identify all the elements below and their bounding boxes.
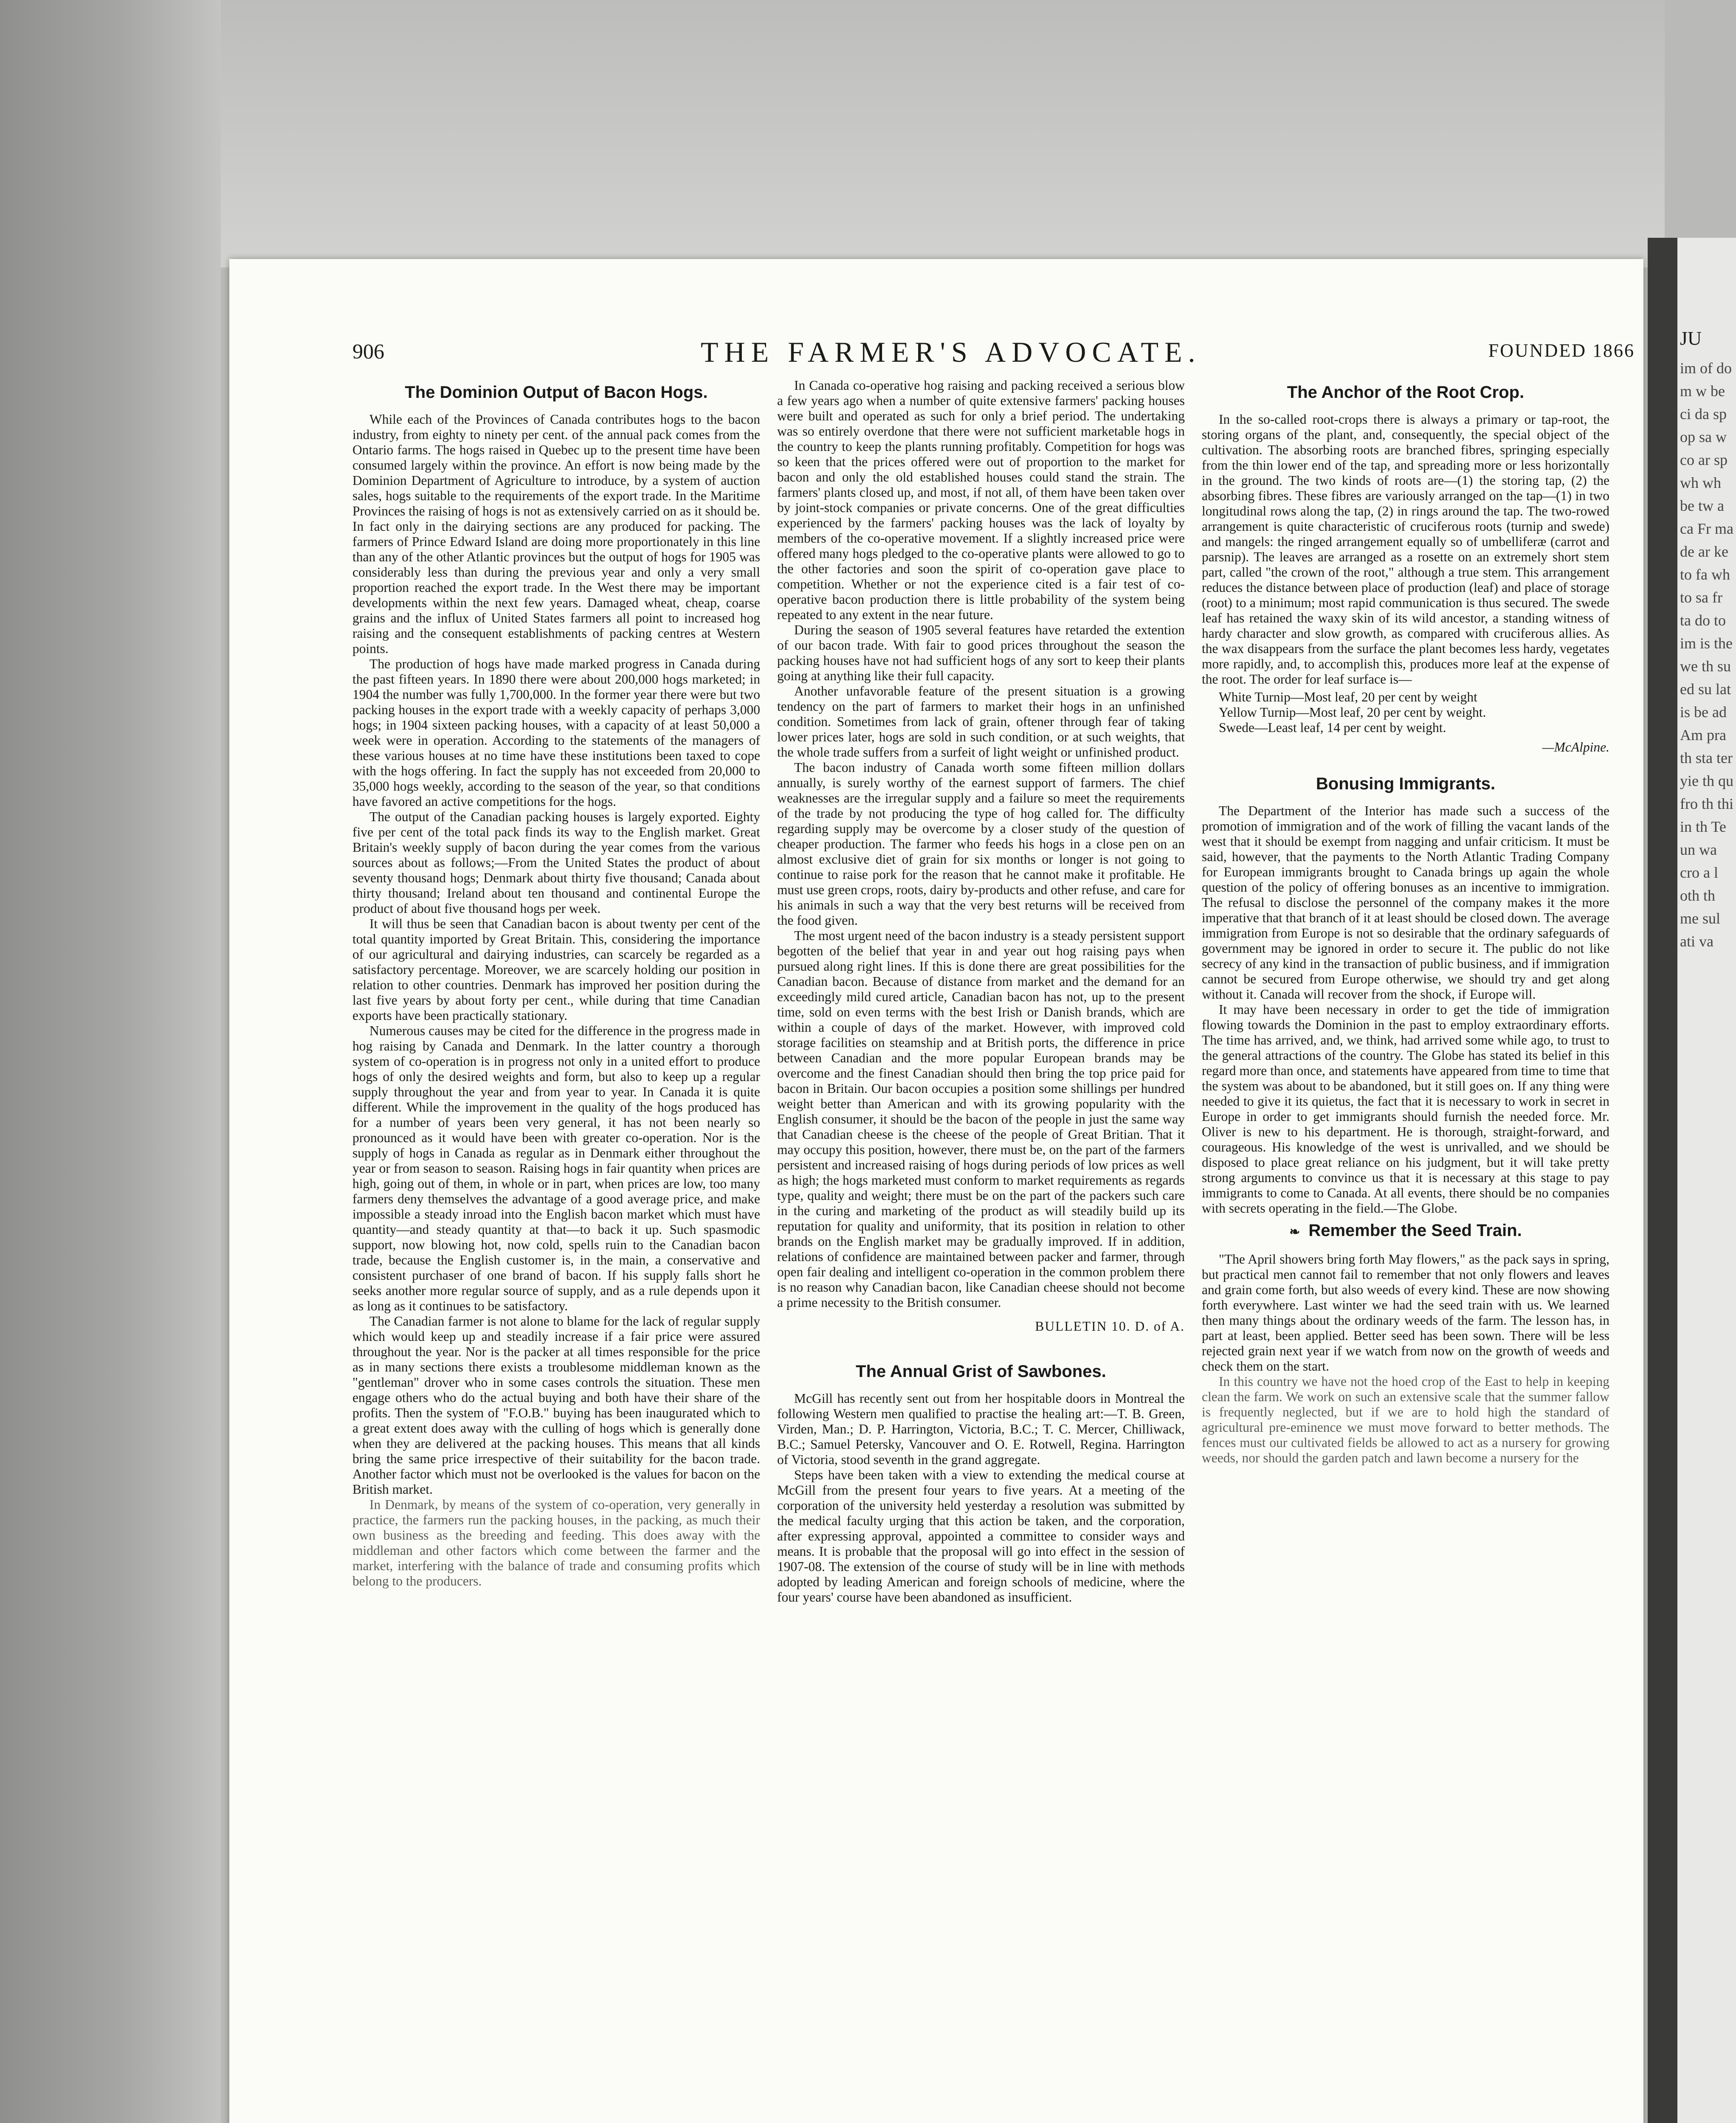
bacon-paragraph: Numerous causes may be cited for the difference in the progress made in hog raising by Canada and Denmark. In the latter country a thorough system of co-operation is in progress not only in a united effort to produce hogs of only the desired weights and form, but also to keep up a regular supply throughout the year and from year to year. In Canada it is quite different. While the improvement in the quality of the hogs produced has for a number of years been very general, it has not been nearly so pronounced as it would have been with greater co-operation. Nor is the supply of hogs in Canada as regular as in Denmark either throughout the year or from season to season. Raising hogs in fair quantity when prices are high, going out of them, in whole or in part, when prices are low, too many farmers deny themselves the advantage of a good average price, and make impossible a steady inroad into the English bacon market which must have quantity—and steady quantity at that—to back it up. Such spasmodic support, now blowing hot, now cold, spells ruin to the Canadian bacon trade, because the English customer is, in the main, a conservative and consistent purchaser of one brand of bacon. If his supply falls short he seeks another more regular source of supply, and as a rule depends upon it as long as it continues to be satisfactory. — [352, 1023, 760, 1313]
leaf-surface-item: Swede—Least leaf, 14 per cent by weight. — [1219, 720, 1446, 735]
running-head — [352, 335, 1635, 369]
newspaper-page — [229, 259, 1643, 2123]
scan-left-border — [0, 0, 221, 2123]
sawbones-paragraph: Steps have been taken with a view to extending the medical course at McGill from the present four years to five years. At a meeting of the corporation of the university held yesterday a resolution was submitted by the medical faculty urging that this action be taken, and the corporation, after expressing approval, appointed a committee to consider ways and means. It is probable that the proposal will go into effect in the session of 1907-08. The extension of the course of study will be in line with methods adopted by leading American and foreign schools of medicine, where the four years' course have been abandoned as insufficient. — [777, 1467, 1185, 1605]
article-title-seed-train: Remember the Seed Train. — [1308, 1221, 1522, 1240]
page-number: 906 — [352, 339, 384, 363]
article-title-immigrants: Bonusing Immigrants. — [1316, 774, 1496, 793]
fleuron-icon: ❧ — [1289, 1225, 1300, 1239]
article-title-root-crop: The Anchor of the Root Crop. — [1287, 383, 1525, 402]
column-middle — [777, 378, 1185, 2123]
bacon-paragraph: While each of the Provinces of Canada contributes hogs to the bacon industry, from eighty to ninety per cent. of the annual pack comes from the Ontario farms. The hogs raised in Quebec up to the present time have been consumed largely within the province. An effort is now being made by the Dominion Department of Agriculture to introduce, by a system of auction sales, hogs suitable to the requirements of the export trade. In the Maritime Provinces the raising of hogs is not as extensively carried on as it should be. In fact only in the dairying sections are any produced for packing. The farmers of Prince Edward Island are doing more proportionately in this line than any of the other Atlantic provinces but the output of hogs for 1905 was considerably less than during the previous year and only a very small proportion reached the export trade. In the West there may be important developments within the next few years. Damaged wheat, cheap, coarse grains and the influx of United States farmers all point to increased hog raising and the consequent establishments of packing centres at Western points. — [352, 412, 760, 656]
immigrants-paragraph: The Department of the Interior has made such a success of the promotion of immigration and of the work of filling the vacant lands of the west that it should be exempt from nagging and unfair criticism. It must be said, however, that the payments to the North Atlantic Trading Company for European immigrants brought to Canada brings up again the whole question of the policy of offering bonuses as an incentive to immigration. The refusal to disclose the personnel of the company makes it the more imperative that that branch of it at least should be closed down. The average immigration from Europe is not so desirable that the ordinary safeguards of government may be ignored in order to secure it. The public do not like secrecy of any kind in the transaction of public business, and if immigration cannot be secured from Europe otherwise, we should try and get along without it. Canada will recover from the shock, if Europe will. — [1202, 803, 1609, 1002]
bacon-paragraph: The Canadian farmer is not alone to blame for the lack of regular supply which would keep up and steadily increase if a fair price were assured throughout the year. Nor is the packer at all times responsible for the price as in many sections there exists a troublesome middleman known as the "gentleman" drover who in some cases controls the situation. These men engage others who do the actual buying and both have their share of the profits. Then the system of "F.O.B." buying has been inaugurated which to a great extent does away with the culling of hogs which is generally done when they are delivered at the packing houses. This means that all kinds bring the same price irrespective of their suitability for the bacon trade. Another factor which must not be overlooked is the values for bacon on the British market. — [352, 1314, 760, 1497]
scan-top-border — [221, 0, 1665, 267]
bacon-continued-paragraph: In Canada co-operative hog raising and packing received a serious blow a few years ago when a number of quite extensive farmers' packing houses were built and operated as such for only a brief period. The undertaking was so entirely overdone that there were not sufficient marketable hogs in the country to keep the plants running profitably. Competition for hogs was so keen that the prices offered were out of proportion to the market for bacon and only the old established houses could stand the strain. The farmers' plants closed up, and most, if not all, of them have been taken over by joint-stock companies or private concerns. One of the great difficulties experienced by the farmers' packing houses was the lack of loyalty by members of the co-operative movement. If a slightly increased price were offered many hogs pledged to the co-operative plants were allowed to go to the other factories and soon the spirit of co-operation gave place to competition. Whether or not the experience cited is a fair test of co-operative bacon production there is little probability of the system being repeated to any extent in the near future. — [777, 378, 1185, 622]
leaf-surface-item: White Turnip—Most leaf, 20 per cent by weight — [1219, 690, 1477, 704]
leaf-surface-list — [1202, 690, 1609, 735]
adjacent-page-running-head: JU — [1680, 327, 1702, 349]
founded-line: FOUNDED 1866 — [1488, 340, 1635, 361]
bacon-continued-paragraph: During the season of 1905 several features have retarded the extention of our bacon trade. With fair to good prices throughout the season the packing houses have not had sufficient hogs of any sort to keep their plants going at anything like their full capacity. — [777, 622, 1185, 683]
bacon-paragraph: The production of hogs have made marked progress in Canada during the past fifteen years. In 1890 there were about 200,000 hogs marketed; in 1904 the number was fully 1,700,000. In the former year there were but two packing houses in the export trade with a weekly capacity of perhaps 3,000 hogs; in 1904 sixteen packing houses, with a capacity of at least 50,000 a week were in operation. According to the statements of the managers of these various houses at no time have these institutions been taxed to cope with the hogs offering. In fact the supply has not exceeded from 20,000 to 35,000 hogs weekly, according to the season of the year, so that conditions have favored an active competitions for the hogs. — [352, 656, 760, 809]
bacon-continued-paragraph: The most urgent need of the bacon industry is a steady persistent support begotten of the belief that year in and year out hog raising pays when pursued along right lines. If this is done there are great possibilities for the Canadian bacon. Because of distance from market and the demand for an exceedingly mild cured article, Canadian bacon has not, up to the present time, sold on even terms with the best Irish or Danish brands, which are within a couple of days of the market. However, with improved cold storage facilities on steamship and at British ports, the difference in price between Canadian and the more popular European brands may be overcome and the finest Canadian should then bring the top price paid for bacon in Britain. Our bacon occupies a position some shillings per hundred weight better than American and with its growing popularity with the English consumer, it should be the bacon of the people in just the same way that Canadian cheese is the cheese of the people of Great Britian. That it may occupy this position, however, there must be, on the part of the farmers persistent and increased raising of hogs during periods of low prices as well as high; the hogs marketed must conform to market requirements as regards type, quality and weight; there must be on the part of the packers such care in the curing and marketing of the product as will steadily build up its reputation for quality and uniformity, that its position in relation to other brands on the English market may be gradually improved. If in addition, relations of confidence are maintained between packer and farmer, through open fair dealing and intelligent co-operation in the common problem there is no reason why Canadian bacon, like Canadian cheese should not become a prime necessity to the British consumer. — [777, 928, 1185, 1310]
article-title-sawbones: The Annual Grist of Sawbones. — [856, 1362, 1106, 1381]
immigrants-paragraph: It may have been necessary in order to get the tide of immigration flowing towards the Dominion in the past to employ extraordinary efforts. The time has arrived, and, we think, had arrived some while ago, to trust to the general attractions of the country. The Globe has stated its belief in this regard more than once, and statements have appeared from time to time that the system was about to be abandoned, but it still goes on. If any thing were needed to give it its quietus, the fact that it is necessary to work in secret in Europe in order to get immigrants should furnish the needed force. Mr. Oliver is new to his department. He is thorough, straight-forward, and courageous. His knowledge of the west is unrivalled, and we should be disposed to place great reliance on his judgment, but it will take pretty strong arguments to convince us that it is necessary at this stage to pay immigrants to come to Canada. At all events, there should be no companies with secrets operating in the field.—The Globe. — [1202, 1002, 1609, 1216]
bacon-paragraph: In Denmark, by means of the system of co-operation, very generally in practice, the farmers run the packing houses, in the packing, as much their own business as the breeding and feeding. This does away with the middleman and other factors which come between the farmer and the market, interfering with the balance of trade and consuming profits which belong to the producers. — [352, 1497, 760, 1588]
root-crop-credit: —McAlpine. — [1542, 740, 1609, 755]
article-title-bacon: The Dominion Output of Bacon Hogs. — [405, 383, 708, 402]
column-left — [352, 378, 760, 2123]
adjacent-page-edge — [1677, 238, 1736, 2123]
journal-title: THE FARMER'S ADVOCATE. — [701, 336, 1201, 368]
sawbones-paragraph: McGill has recently sent out from her hospitable doors in Montreal the following Western men qualified to practise the healing art:—T. B. Green, Virden, Man.; D. P. Harrington, Victoria, B.C.; T. C. Mercer, Chilliwack, B.C.; Samuel Petersky, Vancouver and O. E. Rotwell, Regina. Harrington of Victoria, stood seventh in the grand aggregate. — [777, 1391, 1185, 1467]
column-right — [1202, 378, 1609, 2123]
adjacent-page-text-fragment: im of do m w be ci da sp op sa w co ar sp wh wh be tw a ca Fr ma de ar ke to fa wh to sa fr ta do to im is the we th su ed su lat is be ad Am pra th sta ter yie th qu fro th thi in th Te un wa cro a l oth th me sul ati va — [1680, 360, 1733, 950]
bacon-paragraph: The output of the Canadian packing houses is largely exported. Eighty five per cent of the total pack finds its way to the English market. Great Britain's weekly supply of bacon during the year comes from the various sources about as follows;—From the United States the product of about seventy thousand hogs; Denmark about thirty five thousand; Canada about thirty thousand; Ireland about ten thousand and continental Europe the product of about five thousand hogs per week. — [352, 809, 760, 916]
bacon-paragraph: It will thus be seen that Canadian bacon is about twenty per cent of the total quantity imported by Great Britain. This, considering the importance of our agricultural and dairying industries, can scarcely be regarded as a satisfactory percentage. Moreover, we are scarcely holding our position in relation to other countries. Denmark has improved her position during the last five years by about forty per cent., while during that time Canadian exports have been practically stationary. — [352, 916, 760, 1023]
bacon-continued-paragraph: The bacon industry of Canada worth some fifteen million dollars annually, is surely worthy of the earnest support of farmers. The chief weaknesses are the irregular supply and a failure so meet the requirements of the trade by not producing the type of hog called for. The difficulty regarding supply may be overcome by a closer study of the question of cheaper production. The farmer who feeds his hogs in a close pen on an almost exclusive diet of grain for six months or longer is not going to continue to raise pork for the reason that he cannot make it profitable. He must use green crops, roots, dairy by-products and other refuse, and care for his animals in such a way that the very best returns will be received from the food given. — [777, 760, 1185, 928]
seed-train-paragraph: In this country we have not the hoed crop of the East to help in keeping clean the farm. We work on such an extensive scale that the summer fallow is frequently neglected, but if we are to hold high the standard of agricultural pre-eminence we must move forward to better methods. The fences must our cultivated fields be allowed to act as a nursery for growing weeds, nor should the garden patch and lawn become a nursery for the — [1202, 1374, 1609, 1465]
bacon-byline: BULLETIN 10. D. of A. — [1035, 1319, 1185, 1334]
root-crop-paragraph: In the so-called root-crops there is always a primary or tap-root, the storing organs of the plant, and, consequently, the special object of the cultivation. The absorbing roots are branched fibres, springing especially from the thin lower end of the tap, and spreading more or less horizontally in the ground. The two kinds of roots are—(1) the storing tap, (2) the absorbing fibres. These fibres are variously arranged on the tap—(1) in two longitudinal rows along the tap, (2) in rings around the tap. The two-rowed arrangement is quite characteristic of cruciferous roots (turnip and swede) and mangels: the ringed arrangement equally so of umbelliferæ (carrot and parsnip). The leaves are arranged as a rosette on an extremely short stem part, called "the crown of the root," although a true stem. This arrangement reduces the distance between place of production (leaf) and place of storage (root) to a minimum; most rapid communication is thus secured. The swede leaf has retained the waxy skin of its wild ancestor, a standing witness of hardy character and slow growth, as compared with cruciferous allies. As the wax disappears from the surface the plant becomes less hardy, vegetates more rapidly, and, to accomplish this, produces more leaf at the expense of the root. The order for leaf surface is— — [1202, 412, 1609, 687]
seed-train-paragraph: "The April showers bring forth May flowers," as the pack says in spring, but practical men cannot fail to remember that not only flowers and leaves and grain come forth, but also weeds of every kind. These are now showing forth everywhere. Last winter we had the seed train with us. We learned then many things about the ordinary weeds of the farm. The lesson has, in part at least, been applied. Better seed has been sown. There will be less rejected grain next year if we watch from now on the growth of weeds and check them on the start. — [1202, 1252, 1609, 1374]
leaf-surface-item: Yellow Turnip—Most leaf, 20 per cent by weight. — [1219, 705, 1486, 720]
article-title-seed-train-wrap — [1202, 1219, 1609, 1244]
scan-gutter — [1648, 238, 1677, 2123]
bacon-continued-paragraph: Another unfavorable feature of the present situation is a growing tendency on the part of farmers to market their hogs in an unfinished condition. Sometimes from lack of grain, oftener through fear of taking lower prices later, hogs are sold in such condition, or at such weights, that the whole trade suffers from a surfeit of light weight or unfinished product. — [777, 684, 1185, 760]
